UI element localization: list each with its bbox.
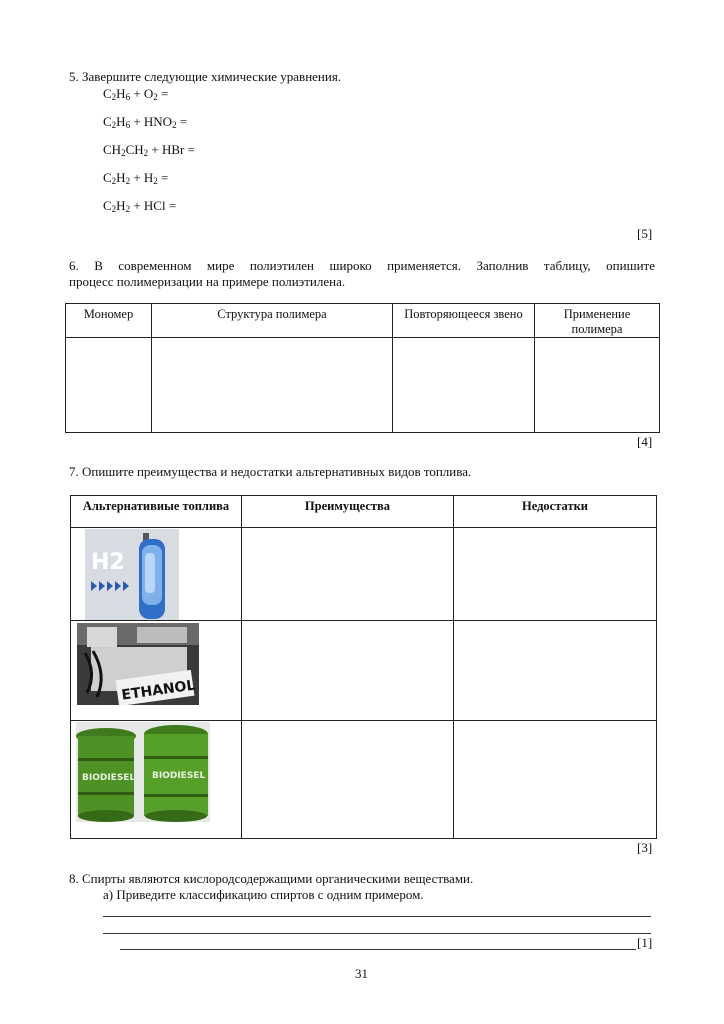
- biodiesel-barrels-image: [76, 722, 210, 822]
- cell-hydrogen-advantages[interactable]: [242, 528, 454, 621]
- header-repeating-unit: Повторяющееся звено: [393, 304, 535, 338]
- cell-biodiesel-advantages[interactable]: [242, 721, 454, 839]
- cell-repeating-unit[interactable]: [393, 338, 535, 433]
- hydrogen-tank-image: [85, 529, 179, 620]
- cell-ethanol-image: [71, 621, 242, 721]
- cell-polymer-structure[interactable]: [152, 338, 393, 433]
- q7-title: 7. Опишите преимущества и недостатки альтернативных видов топлива.: [69, 464, 472, 479]
- header-alternative-fuels: Альтернативиые топлива: [71, 496, 242, 528]
- biodiesel-label-left: BIODIESEL: [82, 773, 136, 783]
- answer-line-3[interactable]: [120, 949, 636, 950]
- header-polymer-use: Применение полимера: [535, 304, 660, 338]
- ethanol-pump-image: [77, 623, 199, 705]
- cell-biodiesel-disadvantages[interactable]: [454, 721, 657, 839]
- biodiesel-label-right: BIODIESEL: [152, 771, 206, 781]
- q8-title: 8. Спирты являются кислородсодержащими органическими веществами.: [69, 871, 474, 886]
- header-monomer: Мономер: [66, 304, 152, 338]
- cell-ethanol-disadvantages[interactable]: [454, 621, 657, 721]
- cell-hydrogen-image: [71, 528, 242, 621]
- equation-5: $C_2H_2$ + HCl =: [103, 198, 177, 214]
- header-disadvantages: Недостатки: [454, 496, 657, 528]
- cell-ethanol-advantages[interactable]: [242, 621, 454, 721]
- h2-label: H2: [91, 550, 125, 575]
- equation-4: $C_2H_2 + H_2$ =: [103, 170, 169, 186]
- cell-monomer[interactable]: [66, 338, 152, 433]
- q6-line2: процесс полимеризации на примере полиэтилена.: [69, 274, 346, 289]
- q6-mark: [4]: [637, 434, 653, 449]
- q5-title: 5. Завершите следующие химические уравнения.: [69, 69, 342, 84]
- answer-line-2[interactable]: [103, 933, 651, 934]
- polyethylene-table: [65, 303, 660, 433]
- header-polymer-structure: Структура полимера: [152, 304, 393, 338]
- page-number: 31: [355, 966, 368, 981]
- equation-2: $C_2H_6 + HNO_2$ =: [103, 114, 188, 130]
- q6-line1: 6. В современном мире полиэтилен широко применяется. Заполнив таблицу, опишите: [69, 258, 655, 273]
- equation-1: $C_2H_6 + O_2$ =: [103, 86, 169, 102]
- q8-mark: [1]: [637, 935, 653, 950]
- answer-line-1[interactable]: [103, 916, 651, 917]
- q8-item-a: а) Приведите классификацию спиртов с одним примером.: [103, 887, 424, 902]
- cell-biodiesel-image: [71, 721, 242, 839]
- cell-polymer-use[interactable]: [535, 338, 660, 433]
- cell-hydrogen-disadvantages[interactable]: [454, 528, 657, 621]
- alternative-fuels-table: [70, 495, 657, 839]
- equation-3: $CH_2CH_2$ + HBr =: [103, 142, 195, 158]
- q5-mark: [5]: [637, 226, 653, 241]
- header-advantages: Преимущества: [242, 496, 454, 528]
- q7-mark: [3]: [637, 840, 653, 855]
- ethanol-label: ETHANOL: [120, 677, 197, 704]
